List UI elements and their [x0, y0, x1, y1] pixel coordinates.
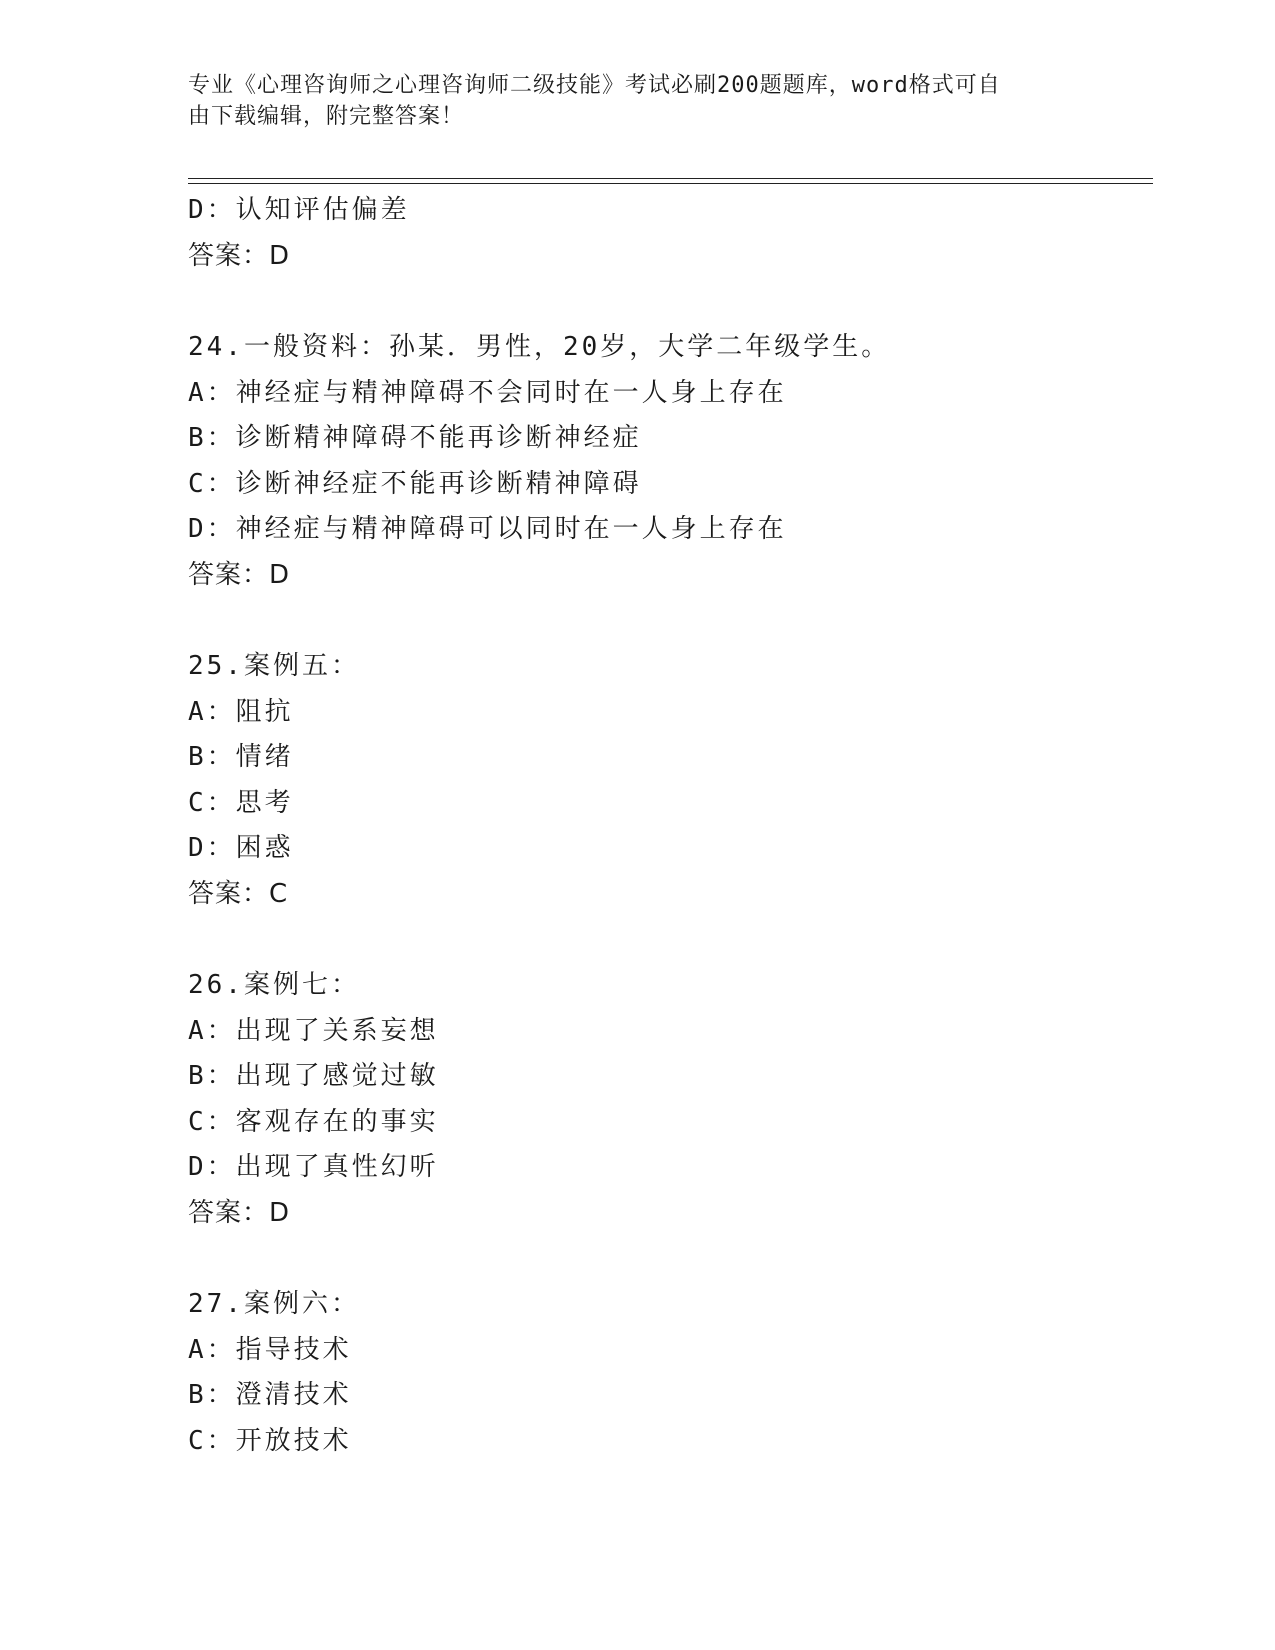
- answer-line: 答案：C: [188, 878, 289, 909]
- option-c: C：思考: [188, 787, 294, 818]
- question-25: [188, 644, 1153, 917]
- option-d: D：困惑: [188, 833, 294, 863]
- question-stem: 25.案例五：: [188, 651, 360, 681]
- option-c: C：诊断神经症不能再诊断精神障碍: [188, 468, 642, 499]
- option-d: D：神经症与精神障碍可以同时在一人身上存在: [188, 514, 787, 544]
- option-a: A：指导技术: [188, 1334, 352, 1365]
- header-line-2: 由下载编辑，附完整答案！: [188, 104, 465, 129]
- option-a: A：神经症与精神障碍不会同时在一人身上存在: [188, 377, 787, 408]
- question-stem: 27.案例六：: [188, 1289, 360, 1319]
- answer-line: 答案：D: [188, 559, 291, 590]
- header-divider-top: [188, 178, 1153, 179]
- option-a: A：出现了关系妄想: [188, 1015, 439, 1046]
- question-list: [188, 188, 1153, 1464]
- question-23-tail: [188, 188, 1153, 279]
- question-stem: 26.案例七：: [188, 970, 360, 1000]
- spacer: [188, 279, 1153, 325]
- option-b: B：诊断精神障碍不能再诊断神经症: [188, 423, 642, 453]
- spacer: [188, 917, 1153, 963]
- option-d: D：出现了真性幻听: [188, 1152, 439, 1182]
- option-a: A：阻抗: [188, 696, 294, 727]
- question-26: [188, 963, 1153, 1236]
- question-27: [188, 1282, 1153, 1464]
- answer-line: 答案：D: [188, 1197, 291, 1228]
- option-d: D：认知评估偏差: [188, 195, 410, 225]
- spacer: [188, 1236, 1153, 1282]
- option-b: B：出现了感觉过敏: [188, 1061, 439, 1091]
- option-b: B：澄清技术: [188, 1380, 352, 1410]
- spacer: [188, 598, 1153, 644]
- question-stem: 24.一般资料：孙某．男性，20岁，大学二年级学生。: [188, 332, 891, 362]
- question-24: [188, 325, 1153, 598]
- option-c: C：开放技术: [188, 1425, 352, 1456]
- answer-line: 答案：D: [188, 240, 291, 271]
- header-line-1: 专业《心理咨询师之心理咨询师二级技能》考试必刷200题题库，word格式可自: [188, 73, 1001, 98]
- option-b: B：情绪: [188, 742, 294, 772]
- document-header: [188, 70, 1068, 132]
- option-c: C：客观存在的事实: [188, 1106, 439, 1137]
- header-divider-bottom: [188, 183, 1153, 184]
